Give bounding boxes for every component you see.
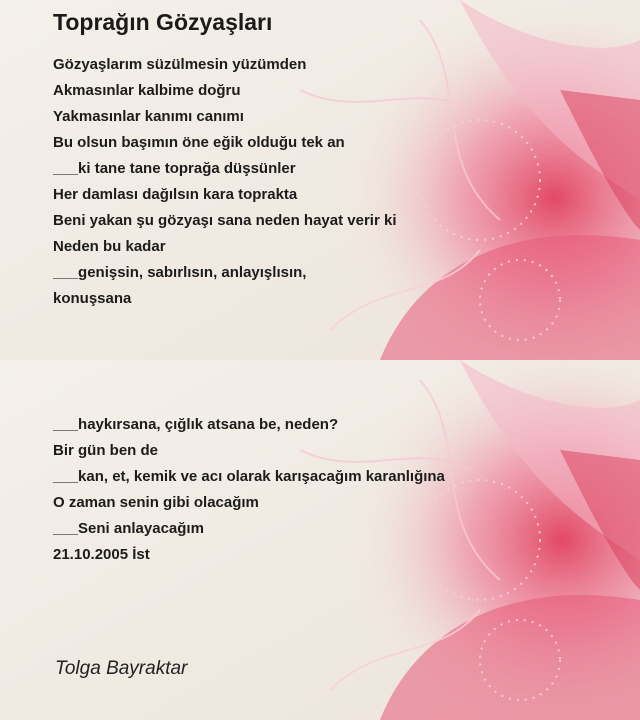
poem-line: ___genişsin, sabırlısın, anlayışlısın, — [53, 264, 307, 281]
poem-author: Tolga Bayraktar — [55, 658, 188, 679]
poem-line: ___haykırsana, çığlık atsana be, neden? — [53, 416, 339, 433]
poem-date: 21.10.2005 İst — [53, 546, 150, 563]
poem-line: Beni yakan şu gözyaşı sana neden hayat verir ki — [53, 212, 397, 229]
poem-line: Yakmasınlar kanımı canımı — [53, 108, 244, 125]
poem-line: ___ki tane tane toprağa düşsünler — [53, 160, 296, 177]
poem-line: Her damlası dağılsın kara toprakta — [53, 186, 298, 203]
poem-line: Bir gün ben de — [53, 442, 158, 459]
poem-stanza-bottom — [53, 412, 445, 568]
poem-line: Akmasınlar kalbime doğru — [53, 82, 241, 99]
poem-line: ___kan, et, kemik ve acı olarak karışacağım karanlığına — [53, 468, 445, 485]
poem-line: Neden bu kadar — [53, 238, 166, 255]
poem-line: ___Seni anlayacağım — [53, 520, 204, 537]
poem-panel-bottom — [0, 360, 640, 720]
poem-line: konuşsana — [53, 290, 132, 307]
poem-stanza-top — [53, 52, 396, 312]
poem-line: O zaman senin gibi olacağım — [53, 494, 259, 511]
poem-line: Bu olsun başımın öne eğik olduğu tek an — [53, 134, 345, 151]
poem-title: Toprağın Gözyaşları — [53, 9, 273, 35]
poem-line: Gözyaşlarım süzülmesin yüzümden — [53, 56, 307, 73]
